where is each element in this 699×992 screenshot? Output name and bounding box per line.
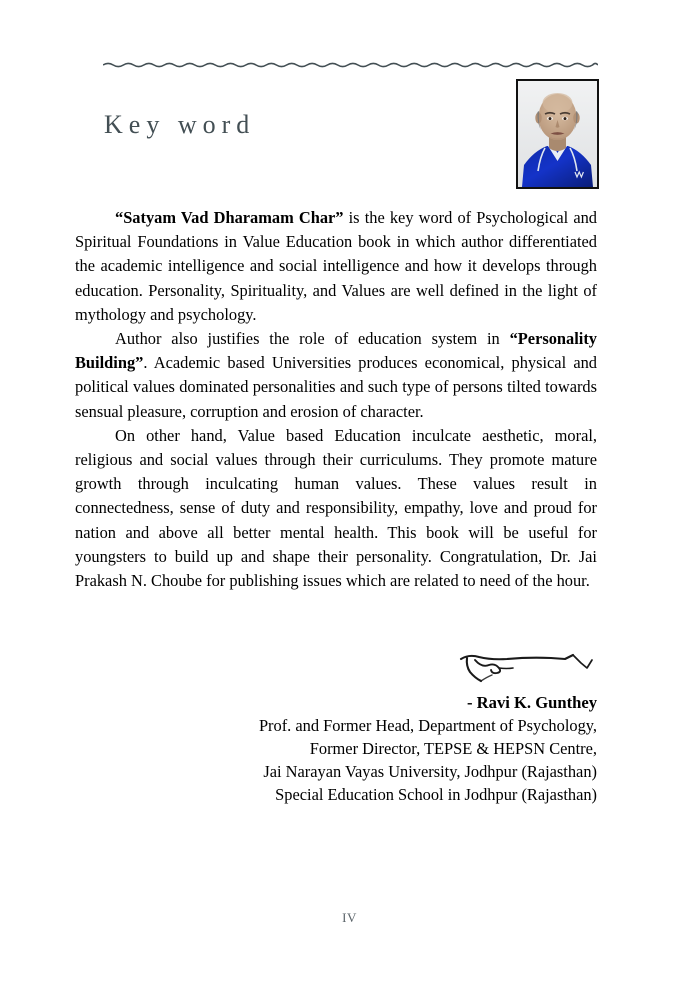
attribution-line-2: Former Director, TEPSE & HEPSN Centre, bbox=[309, 739, 597, 758]
body-text: . Academic based Universities produces economical, physical and political values dominated personalities and such type of persons tilted towards sensual pleasure, corruption and erosion of character. bbox=[75, 353, 597, 421]
paragraph-3 bbox=[75, 424, 597, 593]
attribution-line-3: Jai Narayan Vayas University, Jodhpur (Rajasthan) bbox=[263, 762, 597, 781]
page-number: IV bbox=[342, 910, 357, 925]
body-text: Author also justifies the role of education system in bbox=[115, 329, 510, 349]
attribution-line-1: Prof. and Former Head, Department of Psychology, bbox=[258, 716, 597, 735]
emphasis-text: “Personality Building” bbox=[75, 329, 597, 373]
body-text: is the key word of Psychological and Spiritual Foundations in Value Education book in which author differentiated the academic intelligence and social intelligence and how it develops through education. Personality, Spirituality, and Values are well defined in the light of mythology and psychology. bbox=[75, 208, 597, 324]
body-text: On other hand, Value based Education inculcate aesthetic, moral, religious and social values through their curriculums. They promote mature growth through inculcating human values. These values result in connectedness, sense of duty and responsibility, empathy, love and proud for nation and above all better mental health. This book will be useful for youngsters to build up and shape their personality. Congratulation, Dr. Jai Prakash N. Choube for publishing issues which are related to need of the hour. bbox=[75, 425, 597, 591]
paragraph-1 bbox=[75, 206, 597, 327]
handwritten-signature bbox=[455, 646, 600, 688]
attribution-line-4: Special Education School in Jodhpur (Rajasthan) bbox=[275, 785, 597, 804]
attribution-block bbox=[120, 691, 597, 806]
author-photo bbox=[516, 79, 599, 189]
page-title: Key word bbox=[104, 110, 256, 140]
paragraph-2 bbox=[75, 327, 597, 424]
wavy-divider-icon bbox=[103, 58, 598, 72]
body-copy bbox=[75, 206, 597, 593]
emphasis-text: “Satyam Vad Dharamam Char” bbox=[115, 208, 344, 227]
signer-name: - Ravi K. Gunthey bbox=[467, 693, 597, 712]
